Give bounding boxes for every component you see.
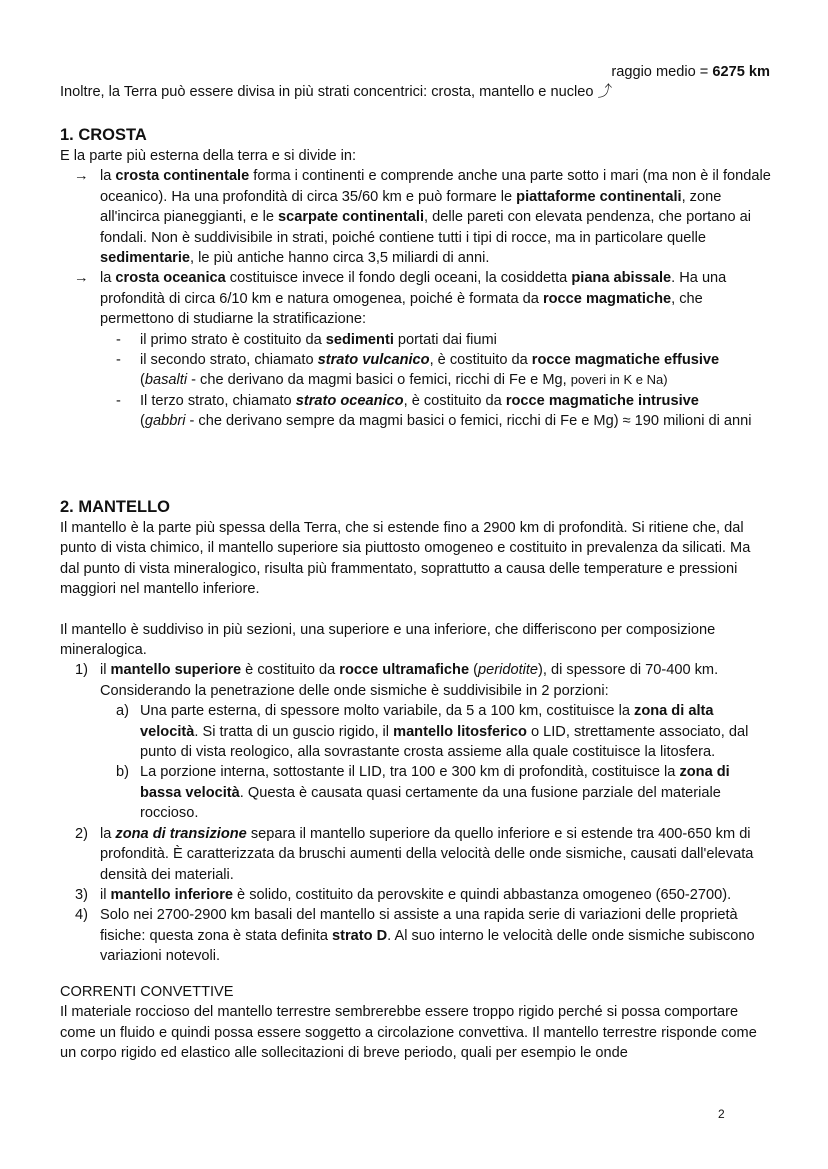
arrow-bullet: → — [74, 168, 89, 185]
correnti-paragraph: Il materiale roccioso del mantello terrestre sembrerebbe essere troppo rigido perché si possa comportare come un fluido e quindi possa essere soggetto a circolazione convettiva. Il mantello terrestre risponde come un corpo rigido ed elastico alle sollecitazioni di breve periodo, quali per esempio le onde — [60, 1004, 757, 1062]
list-item-low-velocity-zone: b) La porzione interna, sottostante il LID, tra 100 e 300 km di profondità, costituisce la zona di bassa velocità. Questa è causata quasi certamente da una fusione parziale del materiale roccioso. — [116, 764, 730, 822]
list-letter: a) — [116, 703, 129, 720]
arrow-bullet: → — [74, 270, 89, 287]
dash-bullet: - — [116, 352, 121, 369]
intro-sentence: Inoltre, la Terra può essere divisa in più strati concentrici: crosta, mantello e nucleo ⤴ — [60, 84, 613, 100]
list-letter: b) — [116, 764, 129, 781]
page-number: 2 — [718, 1107, 725, 1121]
list-item-d-layer: 4) Solo nei 2700-2900 km basali del mantello si assiste a una rapida serie di variazioni delle proprietà fisiche: questa zona è stata definita strato D. Al suo interno le velocità delle onde sismiche subiscono variazioni notevoli. — [75, 907, 755, 965]
section-mantello — [60, 496, 772, 967]
section-title-correnti: CORRENTI CONVETTIVE — [60, 984, 234, 1000]
list-number: 3) — [75, 886, 88, 903]
list-item-upper-mantle: 1) il mantello superiore è costituito da rocce ultramafiche (peridotite), di spessore di 70-400 km. Considerando la penetrazione delle onde sismiche è suddivisibile in 2 porzioni: — [75, 662, 719, 699]
list-item-layer-3: - Il terzo strato, chiamato strato oceanico, è costituito da rocce magmatiche intrusive (gabbri - che derivano sempre da magmi basici o femici, ricchi di Fe e Mg) ≈ 190 milioni di anni — [116, 392, 752, 430]
list-item-continental-crust: → la crosta continentale forma i continenti e comprende anche una parte sotto i mari (ma non è il fondale oceanico). Ha una profondità di circa 35/60 km e può formare le piattaforme continentali, zone all'incirca pianeggianti, e le scarpate continentali, delle pareti con elevata pendenza, che portano ai fondali. Non è suddivisibile in strati, poiché contiene tutti i tipi di rocce, ma in particolare quelle sedimentarie, le più antiche hanno circa 3,5 miliardi di anni. — [74, 168, 771, 267]
mean-radius-value: 6275 km — [712, 64, 770, 80]
mean-radius-line — [611, 62, 770, 82]
crosta-lead: E la parte più esterna della terra e si divide in: — [60, 148, 357, 164]
dash-bullet: - — [116, 392, 121, 409]
list-item-lower-mantle: 3) il mantello inferiore è solido, costituito da perovskite e quindi abbastanza omogeneo (650-2700). — [60, 885, 772, 905]
section-title-mantello: 2. MANTELLO — [60, 498, 170, 516]
section-correnti-convettive — [60, 982, 772, 1064]
list-item-layer-1: - il primo strato è costituito da sedimenti portati dai fiumi — [60, 330, 772, 350]
dash-bullet: - — [116, 331, 121, 348]
mantello-paragraph-2: Il mantello è suddiviso in più sezioni, una superiore e una inferiore, che differiscono per composizione mineralogica. — [60, 621, 716, 659]
list-number: 1) — [75, 662, 88, 679]
list-item-oceanic-crust: → la crosta oceanica costituisce invece il fondo degli oceani, la cosiddetta piana abissale. Ha una profondità di circa 6/10 km e natura omogenea, poiché è formata da rocce magmatiche, che permettono di studiarne la stratificazione: — [74, 270, 727, 328]
list-number: 4) — [75, 907, 88, 924]
list-item-transition-zone: 2) la zona di transizione separa il mantello superiore da quello inferiore e si estende tra 400-650 km di profondità. È caratterizzata da bruschi aumenti della velocità delle onde sismiche, causati dall'elevata densità dei materiali. — [75, 825, 754, 883]
list-item-high-velocity-zone: a) Una parte esterna, di spessore molto variabile, da 5 a 100 km, costituisce la zona di alta velocità. Si tratta di un guscio rigido, il mantello litosferico o LID, strettamente associato, dal punto di vista reologico, alla sovrastante crosta assieme alla quale costituisce la litosfera. — [116, 703, 749, 761]
mantello-paragraph-1: Il mantello è la parte più spessa della Terra, che si estende fino a 2900 km di profondità. Si ritiene che, dal punto di vista chimico, il mantello superiore sia piuttosto omogeneo e costituito in prevalenza da silicati. Ma dal punto di vista mineralogico, risulta più frammentato, soprattutto a causa delle temperature e pressioni maggiori nel mantello inferiore. — [60, 520, 751, 598]
list-item-layer-2: - il secondo strato, chiamato strato vulcanico, è costituito da rocce magmatiche effusive (basalti - che derivano da magmi basici o femici, ricchi di Fe e Mg, poveri in K e Na) — [116, 352, 720, 389]
list-number: 2) — [75, 825, 88, 842]
section-title-crosta: 1. CROSTA — [60, 126, 147, 144]
section-crosta — [60, 124, 772, 432]
mean-radius-label: raggio medio = — [611, 64, 713, 80]
